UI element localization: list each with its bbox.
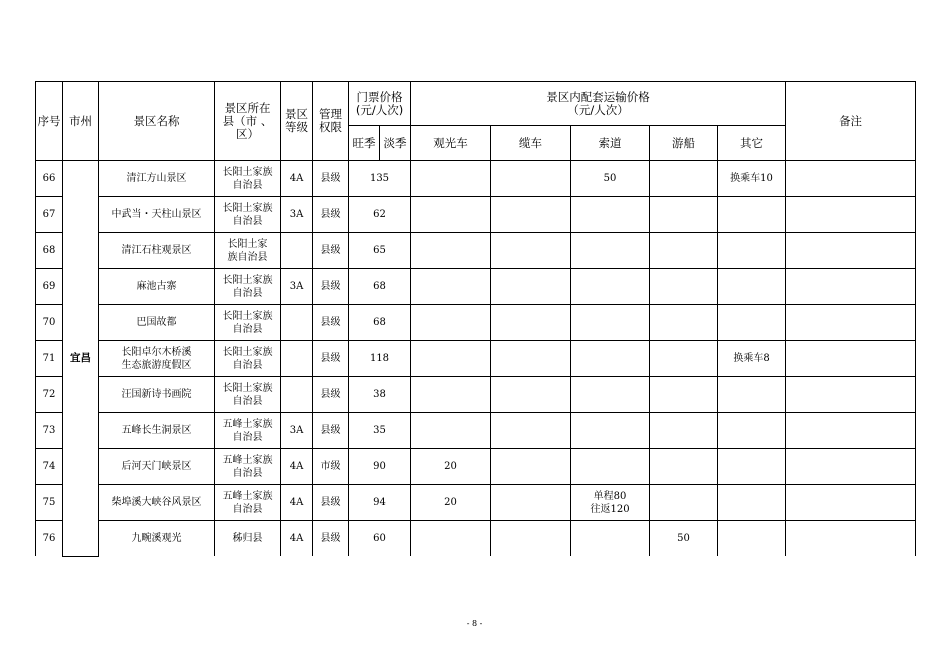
authority-cell: 县级 (313, 197, 349, 233)
ticket-price-cell: 65 (349, 233, 411, 269)
scenic-name (99, 377, 215, 413)
ropeway-cell (571, 485, 650, 521)
county-cell (215, 197, 281, 233)
scenic-name (99, 269, 215, 305)
grade-cell: 3A (281, 197, 313, 233)
header-ticket-price-line: (元/人次) (355, 102, 404, 117)
grade-cell: 4A (281, 521, 313, 557)
city-cell: 宜昌 (63, 161, 99, 557)
county-line: 自治县 (232, 503, 263, 515)
scenic-name (99, 305, 215, 341)
table-row (36, 413, 916, 449)
table-body (36, 161, 916, 557)
ropeway-cell (571, 341, 650, 377)
header-transport-price-line: （元/人次） (567, 102, 629, 117)
row-seq: 72 (36, 377, 63, 413)
ticket-price-cell: 118 (349, 341, 411, 377)
scenic-name (99, 521, 215, 557)
header-peak: 旺季 (349, 126, 380, 161)
scenic-name-line: 后河天门峡景区 (121, 461, 192, 472)
header-other: 其它 (718, 126, 786, 161)
cable-car-cell (491, 377, 571, 413)
header-authority-line: 管理 (319, 107, 342, 121)
ropeway-cell (571, 413, 650, 449)
cable-car-cell (491, 413, 571, 449)
scenic-name-line: 清江方山景区 (126, 173, 187, 184)
county-line: 长阳土家族 (222, 202, 273, 214)
grade-cell (281, 341, 313, 377)
county-cell (215, 413, 281, 449)
table-row (36, 341, 916, 377)
ticket-price-cell: 94 (349, 485, 411, 521)
ticket-price-cell: 135 (349, 161, 411, 197)
ropeway-cell (571, 269, 650, 305)
table-row (36, 161, 916, 197)
county-line: 秭归县 (232, 533, 263, 544)
other-cell (718, 413, 786, 449)
cable-car-cell (491, 521, 571, 557)
cruise-cell (650, 341, 718, 377)
scenic-name-line: 九畹溪观光 (131, 533, 182, 544)
sightseeing-car-cell (411, 233, 491, 269)
scenic-name (99, 449, 215, 485)
ropeway-cell (571, 161, 650, 197)
county-line: 长阳土家族 (222, 382, 273, 394)
header-cable-car: 缆车 (491, 126, 571, 161)
county-line: 长阳土家 (227, 238, 268, 250)
authority-cell: 县级 (313, 521, 349, 557)
ropeway-cell (571, 449, 650, 485)
scenic-name-line: 五峰长生洞景区 (121, 425, 192, 436)
table-row (36, 521, 916, 557)
header-transport-price-line: 景区内配套运输价格 (546, 89, 650, 104)
grade-cell (281, 233, 313, 269)
row-seq: 69 (36, 269, 63, 305)
sightseeing-car-cell (411, 305, 491, 341)
grade-cell: 3A (281, 269, 313, 305)
sightseeing-car-cell (411, 269, 491, 305)
other-cell: 换乘车10 (718, 161, 786, 197)
other-cell: 换乘车8 (718, 341, 786, 377)
remarks-cell (786, 197, 916, 233)
scenic-name-line: 中武当・天柱山景区 (111, 209, 202, 220)
scenic-name-line: 生态旅游度假区 (121, 359, 192, 371)
other-cell (718, 485, 786, 521)
sightseeing-car-cell (411, 413, 491, 449)
remarks-cell (786, 161, 916, 197)
scenic-name-line: 清江石柱观景区 (121, 245, 192, 256)
cruise-cell (650, 449, 718, 485)
ropeway-cell (571, 197, 650, 233)
county-line: 自治县 (232, 287, 263, 299)
sightseeing-car-cell (411, 197, 491, 233)
other-cell (718, 197, 786, 233)
county-cell (215, 161, 281, 197)
scenic-name-line: 巴国故都 (136, 317, 177, 328)
row-seq: 66 (36, 161, 63, 197)
row-seq: 67 (36, 197, 63, 233)
county-line: 五峰土家族 (222, 418, 273, 430)
ropeway-line: 往返120 (590, 503, 630, 515)
scenic-name (99, 233, 215, 269)
header-county-line: 县（市 、 (222, 113, 273, 128)
remarks-cell (786, 233, 916, 269)
cable-car-cell (491, 341, 571, 377)
county-cell (215, 269, 281, 305)
row-seq: 73 (36, 413, 63, 449)
scenic-name (99, 161, 215, 197)
table-row (36, 449, 916, 485)
scenic-name (99, 413, 215, 449)
cruise-cell (650, 485, 718, 521)
header-county-line: 景区所在 (224, 100, 271, 115)
sightseeing-car-cell: 20 (411, 485, 491, 521)
header-off-peak: 淡季 (380, 126, 411, 161)
scenic-name-line: 长阳卓尔木桥溪 (121, 346, 192, 358)
header-remarks: 备注 (786, 82, 916, 161)
county-line: 长阳土家族 (222, 274, 273, 286)
cruise-cell (650, 197, 718, 233)
authority-cell: 县级 (313, 485, 349, 521)
remarks-cell (786, 377, 916, 413)
header-city: 市州 (63, 82, 99, 161)
other-cell (718, 521, 786, 557)
cruise-cell (650, 305, 718, 341)
header-seq: 序号 (36, 82, 63, 161)
ticket-price-cell: 60 (349, 521, 411, 557)
header-county (215, 82, 281, 161)
cable-car-cell (491, 305, 571, 341)
county-line: 自治县 (232, 323, 263, 335)
ropeway-line: 50 (603, 173, 617, 184)
cable-car-cell (491, 161, 571, 197)
row-seq: 74 (36, 449, 63, 485)
county-cell (215, 377, 281, 413)
scenic-name-line: 汪国新诗书画院 (121, 389, 192, 400)
ropeway-cell (571, 521, 650, 557)
ropeway-cell (571, 305, 650, 341)
other-cell (718, 305, 786, 341)
ticket-price-cell: 68 (349, 269, 411, 305)
grade-cell: 4A (281, 161, 313, 197)
other-cell (718, 377, 786, 413)
row-seq: 76 (36, 521, 63, 557)
cruise-cell (650, 377, 718, 413)
authority-cell: 市级 (313, 449, 349, 485)
header-county-line: 区） (236, 126, 259, 141)
row-seq: 71 (36, 341, 63, 377)
county-line: 五峰土家族 (222, 454, 273, 466)
row-seq: 68 (36, 233, 63, 269)
header-sightseeing-car: 观光车 (411, 126, 491, 161)
scenic-name (99, 485, 215, 521)
authority-cell: 县级 (313, 233, 349, 269)
county-cell (215, 521, 281, 557)
remarks-cell (786, 305, 916, 341)
grade-cell (281, 305, 313, 341)
header-authority-line: 权限 (319, 120, 342, 134)
cruise-cell (650, 161, 718, 197)
header-ticket-price (349, 82, 411, 126)
header-ticket-price-line: 门票价格 (356, 89, 403, 104)
remarks-cell (786, 485, 916, 521)
cable-car-cell (491, 197, 571, 233)
other-cell (718, 449, 786, 485)
sightseeing-car-cell: 20 (411, 449, 491, 485)
other-cell (718, 233, 786, 269)
county-cell (215, 449, 281, 485)
cable-car-cell (491, 485, 571, 521)
header-cruise: 游船 (650, 126, 718, 161)
ticket-price-cell: 68 (349, 305, 411, 341)
table-row (36, 485, 916, 521)
cruise-cell (650, 233, 718, 269)
county-line: 自治县 (232, 395, 263, 407)
remarks-cell (786, 341, 916, 377)
ticket-price-cell: 35 (349, 413, 411, 449)
table-row (36, 197, 916, 233)
grade-cell (281, 377, 313, 413)
header-grade-line: 等级 (285, 120, 308, 134)
grade-cell: 4A (281, 449, 313, 485)
county-cell (215, 305, 281, 341)
county-cell (215, 485, 281, 521)
scenic-name-line: 柴埠溪大峡谷风景区 (111, 497, 202, 508)
scenic-name-line: 麻池古寨 (136, 281, 177, 292)
table-row (36, 377, 916, 413)
sightseeing-car-cell (411, 161, 491, 197)
county-line: 自治县 (232, 179, 263, 191)
county-line: 自治县 (232, 431, 263, 443)
county-line: 长阳土家族 (222, 346, 273, 358)
authority-cell: 县级 (313, 377, 349, 413)
county-line: 长阳土家族 (222, 310, 273, 322)
ropeway-line: 单程80 (593, 490, 627, 502)
row-seq: 75 (36, 485, 63, 521)
county-cell (215, 233, 281, 269)
ticket-price-cell: 38 (349, 377, 411, 413)
remarks-cell (786, 521, 916, 557)
authority-cell: 县级 (313, 161, 349, 197)
page-number: - 8 - (466, 619, 483, 628)
grade-cell: 4A (281, 485, 313, 521)
header-transport-price (411, 82, 786, 126)
header-grade-line: 景区 (285, 107, 308, 121)
county-line: 族自治县 (227, 251, 268, 263)
scenic-name (99, 341, 215, 377)
grade-cell: 3A (281, 413, 313, 449)
header-name: 景区名称 (99, 82, 215, 161)
table-row (36, 269, 916, 305)
authority-cell: 县级 (313, 269, 349, 305)
cruise-cell (650, 269, 718, 305)
row-seq: 70 (36, 305, 63, 341)
ropeway-cell (571, 377, 650, 413)
scenic-name (99, 197, 215, 233)
table-row (36, 233, 916, 269)
remarks-cell (786, 269, 916, 305)
ticket-price-cell: 90 (349, 449, 411, 485)
authority-cell: 县级 (313, 305, 349, 341)
header-authority (313, 82, 349, 161)
sightseeing-car-cell (411, 521, 491, 557)
cruise-cell: 50 (650, 521, 718, 557)
cruise-cell (650, 413, 718, 449)
header-grade (281, 82, 313, 161)
county-line: 自治县 (232, 359, 263, 371)
ropeway-cell (571, 233, 650, 269)
remarks-cell (786, 449, 916, 485)
header-ropeway: 索道 (571, 126, 650, 161)
ticket-price-cell: 62 (349, 197, 411, 233)
county-line: 五峰土家族 (222, 490, 273, 502)
cable-car-cell (491, 449, 571, 485)
county-line: 长阳土家族 (222, 166, 273, 178)
cable-car-cell (491, 233, 571, 269)
cable-car-cell (491, 269, 571, 305)
county-cell (215, 341, 281, 377)
county-line: 自治县 (232, 215, 263, 227)
authority-cell: 县级 (313, 413, 349, 449)
sightseeing-car-cell (411, 377, 491, 413)
remarks-cell (786, 413, 916, 449)
county-line: 自治县 (232, 467, 263, 479)
sightseeing-car-cell (411, 341, 491, 377)
authority-cell: 县级 (313, 341, 349, 377)
table-row (36, 305, 916, 341)
scenic-price-table (35, 81, 916, 557)
other-cell (718, 269, 786, 305)
